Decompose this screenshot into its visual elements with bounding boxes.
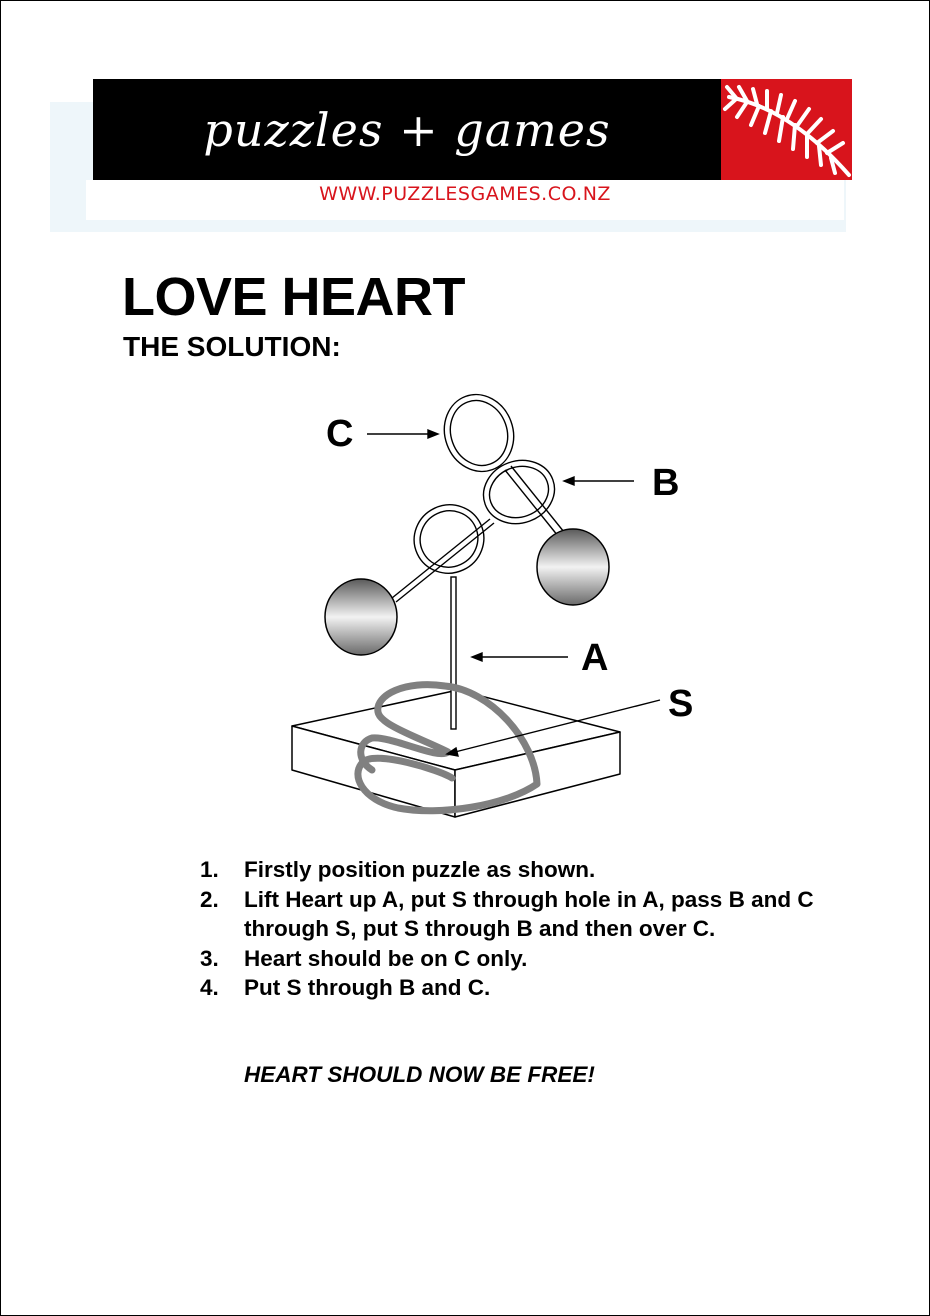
label-a: A bbox=[581, 637, 609, 679]
step-item bbox=[200, 944, 840, 974]
step-text: Firstly position puzzle as shown. bbox=[244, 857, 596, 882]
left-bar bbox=[392, 519, 494, 602]
step-text: Lift Heart up A, put S through hole in A, pass B and C through S, put S through B and then over C. bbox=[244, 886, 814, 941]
label-b: B bbox=[652, 462, 680, 504]
step-text: Put S through B and C. bbox=[244, 975, 491, 1000]
step-item bbox=[200, 885, 840, 944]
rod-a bbox=[451, 577, 456, 729]
step-text: Heart should be on C only. bbox=[244, 945, 528, 971]
label-s: S bbox=[668, 683, 694, 725]
ring-c bbox=[434, 385, 525, 482]
step-number: 2. bbox=[200, 886, 219, 912]
label-c: C bbox=[326, 413, 354, 455]
step-item bbox=[200, 973, 840, 1003]
page-title: LOVE HEART bbox=[122, 267, 466, 327]
ring-lower bbox=[403, 493, 495, 584]
step-number: 3. bbox=[200, 945, 219, 971]
solution-steps bbox=[200, 855, 840, 1003]
right-ball bbox=[537, 529, 609, 605]
brand-title: puzzles + games bbox=[203, 102, 611, 157]
left-ball bbox=[325, 579, 397, 655]
page-subtitle: THE SOLUTION: bbox=[123, 331, 341, 362]
final-note: HEART SHOULD NOW BE FREE! bbox=[244, 1062, 595, 1087]
step-item bbox=[200, 855, 840, 885]
right-bar bbox=[505, 466, 564, 536]
website-url[interactable]: WWW.PUZZLESGAMES.CO.NZ bbox=[319, 183, 611, 205]
step-number: 4. bbox=[200, 975, 219, 1000]
step-number: 1. bbox=[200, 857, 219, 882]
